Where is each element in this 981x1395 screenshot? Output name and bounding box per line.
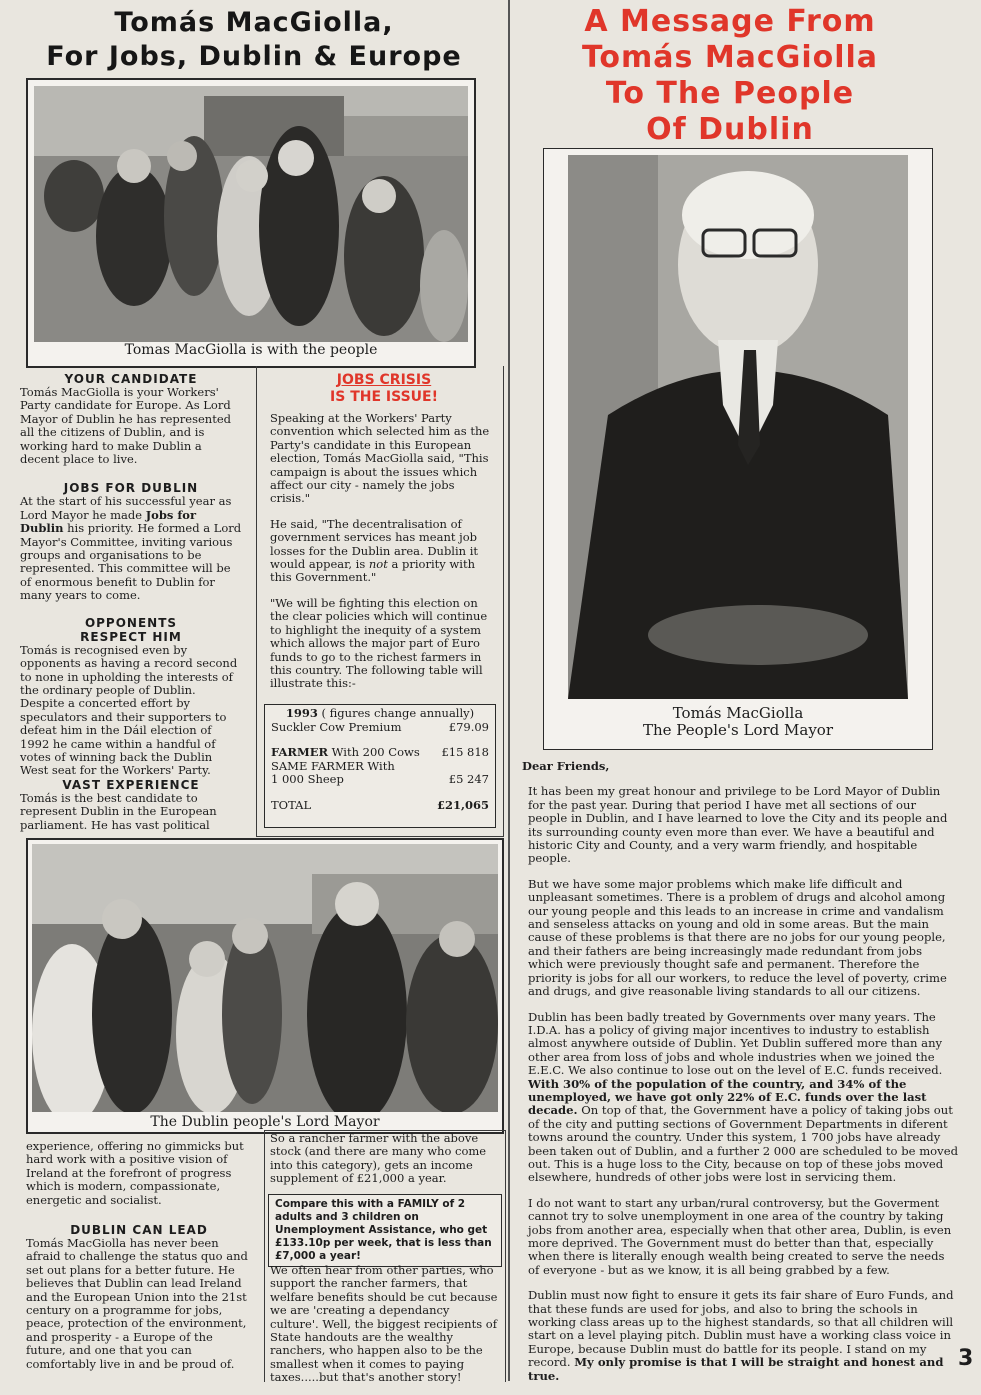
- portrait-caption-name: Tomás MacGiolla: [672, 704, 804, 722]
- table-row: [271, 746, 489, 760]
- table-cell-label: 1 000 Sheep: [271, 772, 344, 786]
- photo-crowd-frame: [26, 78, 476, 368]
- table-cell-value: £5 247: [448, 772, 489, 786]
- table-row-total: [271, 799, 489, 813]
- table-cell-value: £79.09: [448, 719, 489, 734]
- col1-text: [20, 372, 242, 832]
- letter-para-1: It has been my great honour and privilege to be Lord Mayor of Dublin for the past year. During that period I have met all sections of our people in Dublin, and I have learned to love the City and its people and its surrounding county even more than ever. We have a beautiful and historic City and County, and a very warm friendly, and hospitable people.: [528, 784, 948, 866]
- right-headline-line4: Of Dublin: [646, 112, 814, 147]
- col2-bottom-text: [270, 1132, 498, 1186]
- para-decentralisation: [270, 518, 498, 585]
- table-title-year: 1993: [285, 706, 318, 720]
- left-headline-line1: Tomás MacGiolla,: [114, 7, 394, 38]
- letter-para-5: [528, 1289, 958, 1383]
- heading-jobs-crisis: [270, 372, 498, 406]
- table-cell-bold: FARMER: [271, 745, 329, 759]
- letter-para-3: [528, 1011, 958, 1185]
- photo-lord-mayor: [32, 844, 498, 1112]
- photo-lord-mayor-caption: The Dublin people's Lord Mayor: [150, 1114, 380, 1130]
- table-cell-label: Suckler Cow Premium: [271, 719, 402, 734]
- letter-greeting: Dear Friends,: [522, 759, 610, 773]
- heading-vast-experience: VAST EXPERIENCE: [62, 777, 200, 792]
- col2-text: [270, 372, 498, 691]
- letter: [522, 760, 958, 1395]
- portrait-caption-title: The People's Lord Mayor: [642, 721, 833, 739]
- para-other-parties: We often hear from other parties, who support the rancher farmers, that welfare benefits should be cut because we are 'creating a dependancy culture'. Well, the biggest recipients of State handouts are the wealthy ranchers, who happen also to be the smallest when it comes to paying taxes.....but that's another story!: [270, 1263, 498, 1385]
- table-row: [271, 773, 489, 787]
- portrait-frame: [543, 148, 933, 750]
- letter-para-5a: Dublin must now fight to ensure it gets its fair share of Euro Funds, and that these funds are used for jobs, and also to bring the schools in working class areas up to the highest standards, so that all children will start on a level playing pitch. Dublin must have a working class voice in Europe, because Dublin must do battle for its people. I stand on my record.: [528, 1288, 954, 1370]
- letter-para-3c: On top of that, the Government have a policy of taking jobs out of the city and putting sections of Government Departments in diferent towns around the country. Under this system, 1 700 jobs have already been taken out of Dublin, and a further 2 000 are scheduled to be moved out. This is a huge loss to the City, because on top of these jobs moved elsewhere, hundreds of other jobs were lost in servicing them.: [528, 1103, 958, 1185]
- para-jobs-text-c: his priority. He formed a Lord Mayor's Committee, inviting various groups and organisations to be represented. This committee will be of enormous benefit to Dublin for many years to come.: [20, 521, 242, 603]
- letter-para-4: I do not want to start any urban/rural controversy, but the Goverment cannot try to solve unemployment in one area of the country by taking jobs from another area, especially when that other area, Dublin, is even more deprived. The Government must do better than that, especially when there is literally enough wealth being created to serve the needs of everyone - but as we know, it is all being grabbed by a few.: [528, 1195, 952, 1277]
- para-dublin-can-lead: Tomás MacGiolla has never been afraid to challenge the status quo and set out plans for a better future. He believes that Dublin can lead Ireland and the European Union into the 21st century on a programme for jobs, peace, protection of the environment, and prosperity - a Europe of the future, and one that you can comfortably live in and be proud of.: [26, 1236, 248, 1371]
- para-decentral-c: a priority with this Government.": [270, 557, 475, 585]
- col1-bottom-text: [26, 1140, 252, 1371]
- page-number: 3: [958, 1346, 974, 1371]
- para-jobs-for-dublin: [20, 495, 242, 602]
- para-jobs-bold: Jobs for Dublin: [20, 507, 197, 536]
- table-cell-label: [271, 746, 420, 760]
- table-cell-rest: With 200 Cows: [328, 745, 420, 759]
- column-divider: [508, 0, 510, 1381]
- table-title-note: ( figures change annually): [317, 706, 475, 720]
- para-experience: experience, offering no gimmicks but hard work with a positive vision of Ireland at the forefront of progress which is modern, compassionate, energetic and socialist.: [26, 1139, 244, 1207]
- para-decentral-a: He said, "The decentralisation of government services has meant job losses for the Dublin area. Dublin it would appear, is: [270, 516, 479, 572]
- right-headline-line3: To The People: [605, 76, 855, 111]
- para-opponents: Tomás is recognised even by opponents as having a record second to none in upholding the interests of the ordinary people of Dublin. Despite a concerted effort by speculators and their supporters to defeat him in the Dáil election of 1992 he came within a handful of votes of winning back the Dublin West seat for the Workers' Party.: [20, 642, 238, 778]
- table-total-label: TOTAL: [271, 797, 312, 812]
- left-headline-line2: For Jobs, Dublin & Europe: [46, 41, 462, 72]
- photo-crowd: [34, 86, 468, 342]
- left-headline: [4, 6, 504, 74]
- table-total-value: £21,065: [436, 797, 489, 812]
- heading-jobs-crisis-line1: JOBS CRISIS: [336, 372, 432, 388]
- para-decentral-italic: not: [368, 557, 388, 572]
- table-row: [271, 721, 489, 735]
- letter-para-3a: Dublin has been badly treated by Governments over many years. The I.D.A. has a policy of giving major incentives to industry to establish almost anywhere outside of Dublin. Yet Dublin suffered more than any other area from loss of jobs and whole industries when we joined the E.E.C. We also continue to lose out on the level of E.C. funds received.: [528, 1009, 943, 1078]
- heading-jobs-crisis-line2: IS THE ISSUE!: [330, 389, 438, 405]
- table-title: [271, 707, 489, 721]
- heading-opponents-line2: RESPECT HIM: [80, 629, 182, 644]
- portrait-photo: [568, 155, 908, 699]
- letter-para-2: But we have some major problems which make life difficult and unpleasant sometimes. There is a problem of drugs and alcohol among our young people and this leads to an increase in crime and vandalism and senseless attacks on young and old in some areas. But the main cause of these problems is that there are no jobs for our young people, and their fathers are being increasingly made redundant from jobs which were previously thought safe and permanent. Therefore the priority is jobs for all our workers, to reduce the level of poverty, crime and drugs, and give reasonable living standards to all our citizens.: [528, 876, 947, 999]
- right-headline-line2: Tomás MacGiolla: [581, 40, 879, 75]
- heading-jobs-for-dublin: JOBS FOR DUBLIN: [63, 481, 199, 496]
- table-cell-label: SAME FARMER With: [271, 758, 395, 773]
- col2-final-text: [270, 1264, 498, 1385]
- heading-opponents: [20, 616, 242, 644]
- para-your-candidate: Tomás MacGiolla is your Workers' Party candidate for Europe. As Lord Mayor of Dublin he has represented all the citizens of Dublin, and is working hard to make Dublin a decent place to live.: [20, 385, 232, 467]
- portrait-caption: [544, 705, 932, 739]
- para-fighting: "We will be fighting this election on the clear policies which will continue to highlight the inequity of a system which allows the major part of Euro funds to go to the richest farmers in this country. The following table will illustrate this:-: [270, 595, 488, 691]
- heading-your-candidate: YOUR CANDIDATE: [64, 372, 198, 386]
- table-row: [271, 760, 489, 774]
- photo-crowd-caption: Tomas MacGiolla is with the people: [124, 342, 378, 358]
- para-rancher: So a rancher farmer with the above stock (and there are many who come into this category), gets an income supplement of £21,000 a year.: [270, 1131, 487, 1186]
- para-speaking: Speaking at the Workers' Party convention which selected him as the Party's candidate in this European election, Tomás MacGiolla said, "This campaign is about the issues which affect our city - namely the jobs crisis.": [270, 411, 490, 506]
- right-headline: [520, 4, 940, 148]
- heading-dublin-can-lead: DUBLIN CAN LEAD: [70, 1223, 208, 1238]
- farm-table: [264, 704, 496, 828]
- heading-opponents-line1: OPPONENTS: [84, 615, 178, 630]
- para-vast-experience: Tomás is the best candidate to represent Dublin in the European parliament. He has vast political: [20, 790, 217, 832]
- table-cell-value: £15 818: [441, 745, 489, 759]
- compare-box: Compare this with a FAMILY of 2 adults and 3 children on Unemployment Assistance, who get £133.10p per week, that is less than £7,000 a year!: [268, 1194, 502, 1267]
- para-jobs-text-a: At the start of his successful year as Lord Mayor he made: [20, 494, 232, 522]
- letter-para-5-bold: My only promise is that I will be straight and honest and true.: [528, 1355, 944, 1383]
- photo-lord-mayor-frame: [26, 838, 504, 1134]
- letter-para-3-bold: With 30% of the population of the country, and 34% of the unemployed, we have got only 22% of E.C. funds over the last decade.: [528, 1076, 927, 1118]
- right-headline-line1: A Message From: [584, 4, 876, 39]
